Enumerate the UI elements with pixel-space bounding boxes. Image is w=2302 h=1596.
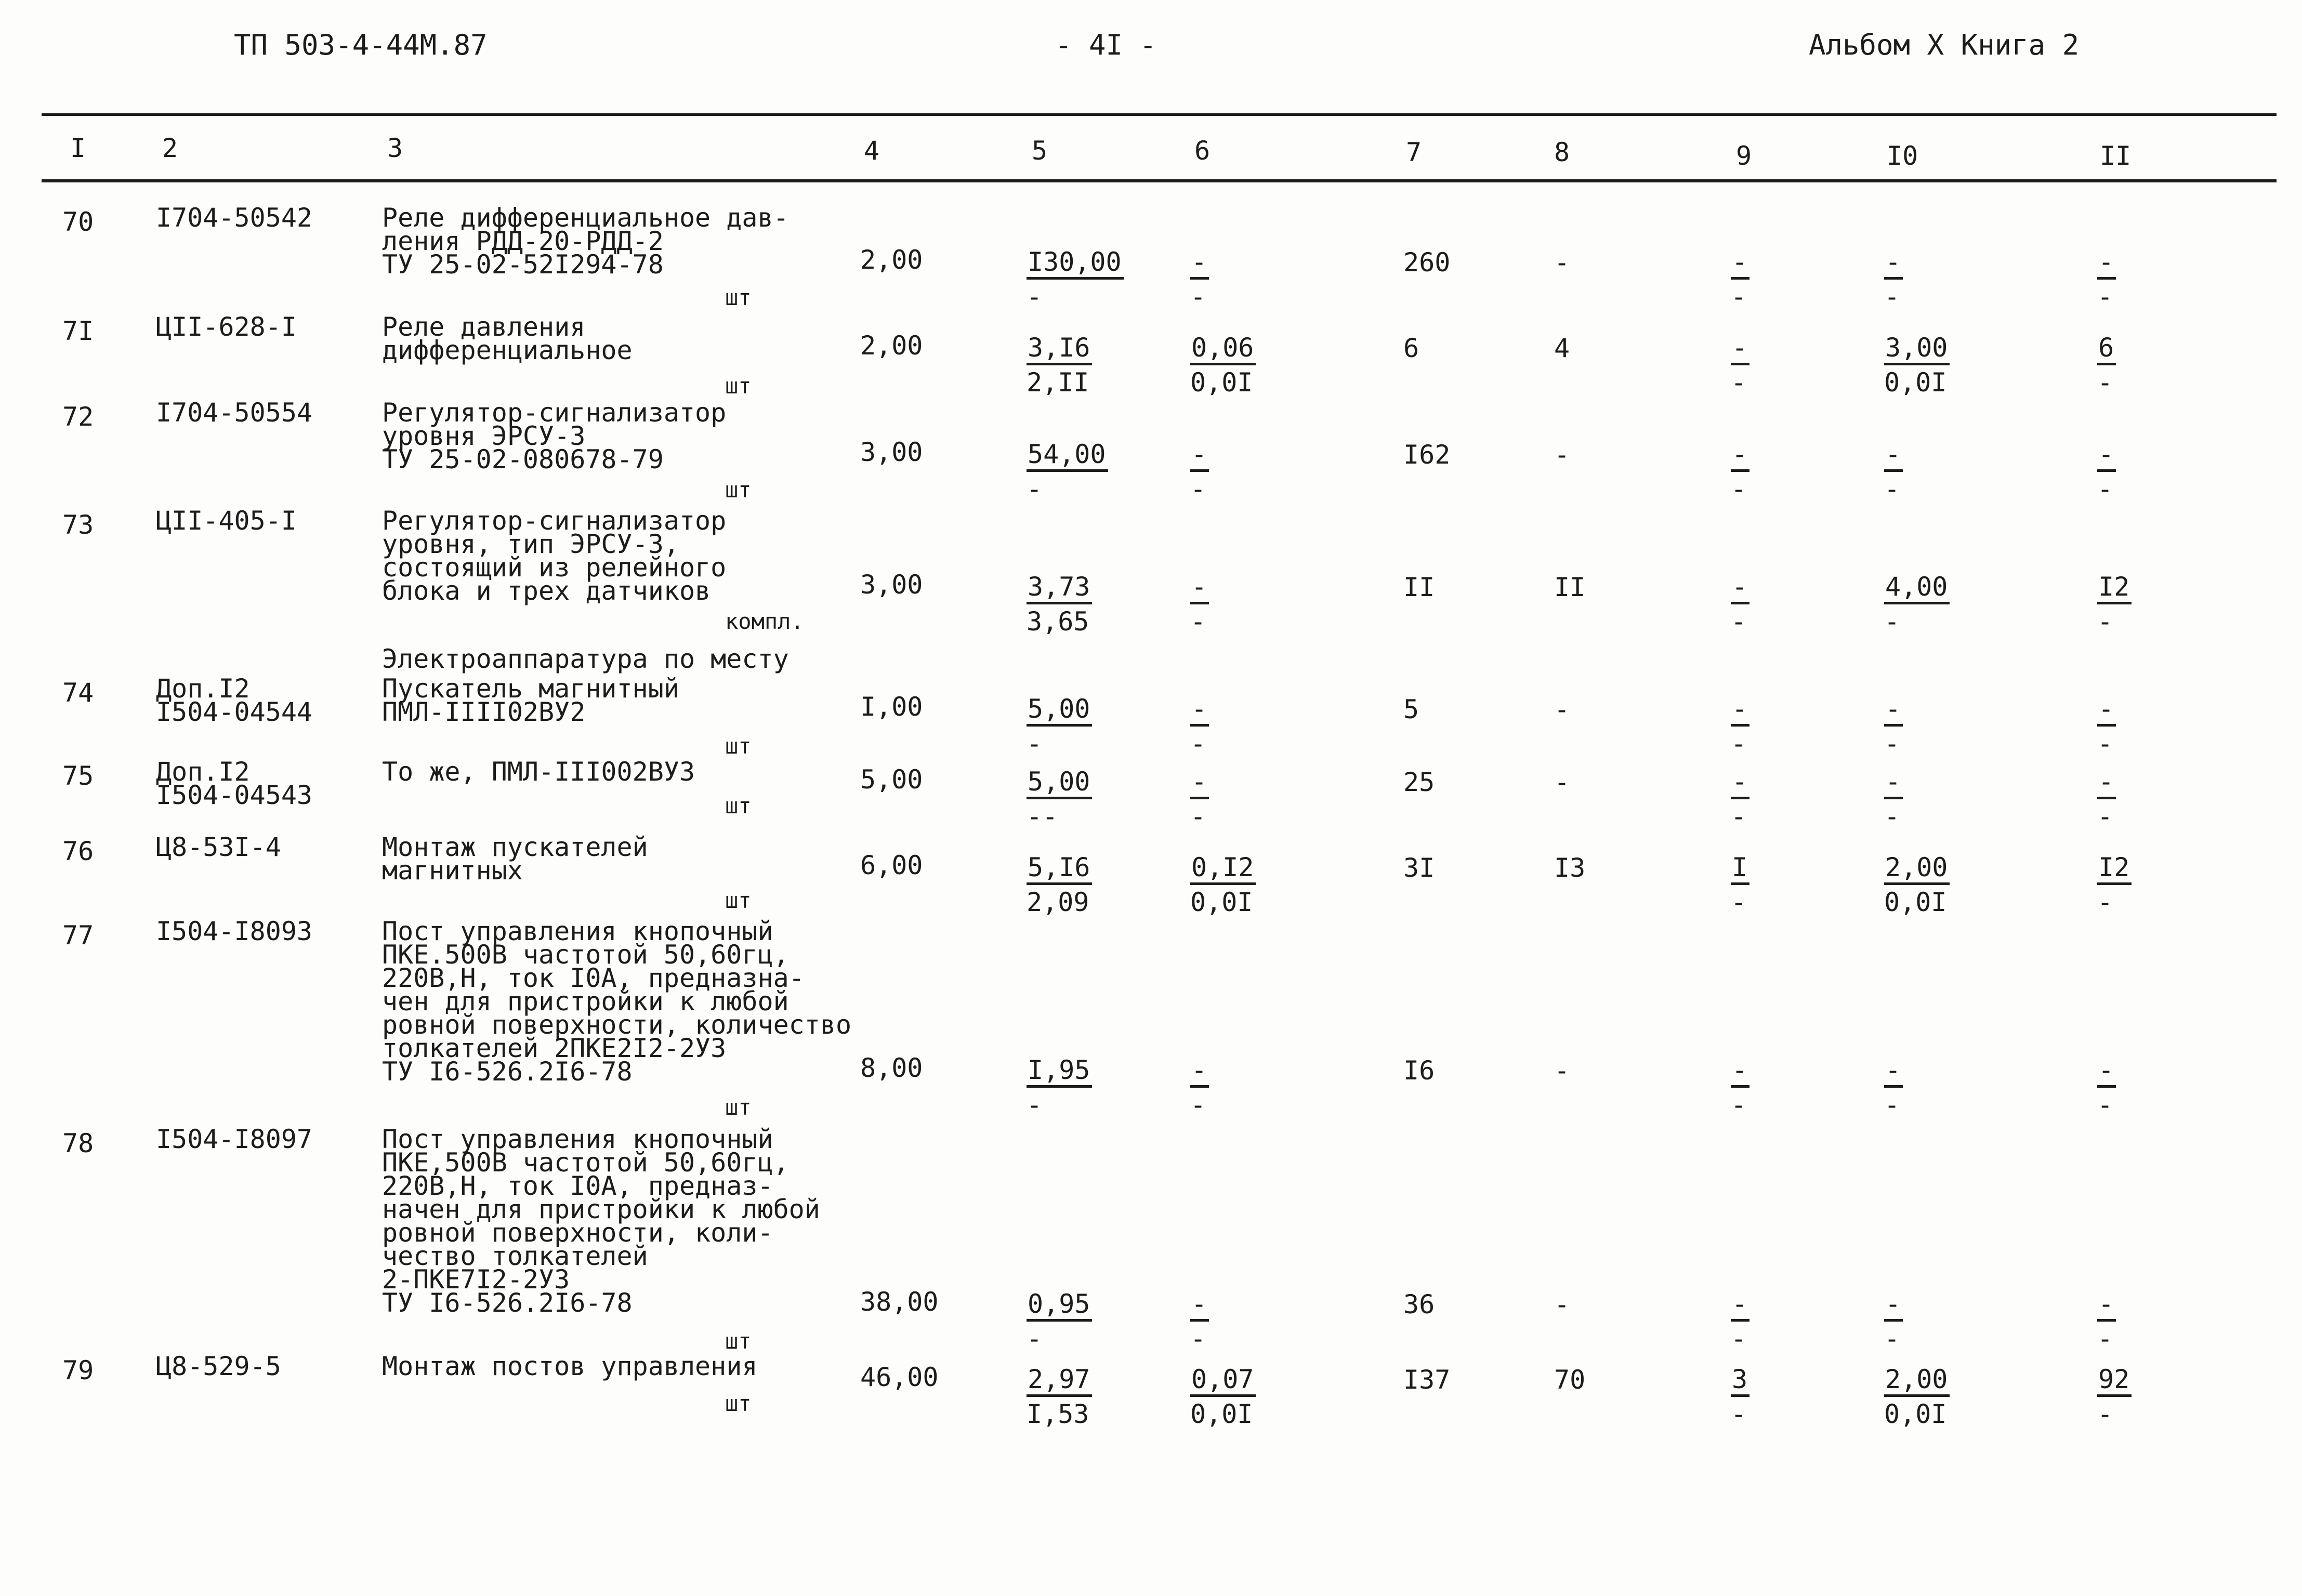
row-col6-top: - — [1190, 1057, 1209, 1088]
row-unit: шт — [725, 1391, 752, 1416]
row-number: 72 — [62, 402, 94, 432]
row-col10-top: - — [1884, 1057, 1903, 1088]
row-col5-top: I30,00 — [1027, 249, 1124, 280]
col-header-1: I — [70, 133, 86, 163]
col-header-6: 6 — [1194, 136, 1211, 166]
row-number: 77 — [62, 920, 94, 951]
row-col11-top: - — [2097, 1057, 2116, 1088]
row-col10-top: - — [1884, 1291, 1903, 1322]
col-header-2: 2 — [162, 133, 178, 163]
row-col6-top: - — [1190, 574, 1209, 604]
row-col6-bottom: - — [1190, 801, 1206, 832]
row-col11-value — [2097, 247, 2116, 311]
row-col5-top: 54,00 — [1027, 441, 1108, 472]
row-unit: шт — [725, 1328, 752, 1354]
row-col8-value: - — [1554, 1289, 1570, 1320]
header-rule — [42, 179, 2277, 182]
row-col9-top: - — [1731, 249, 1749, 280]
row-col5-bottom: - — [1027, 1324, 1043, 1354]
row-col6-bottom: 0,0I — [1190, 367, 1253, 398]
row-col6-value — [1190, 247, 1209, 311]
row-code: Доп.I2 I504-04543 — [156, 757, 313, 810]
row-col10-value — [1884, 852, 1950, 916]
row-description: Пускатель магнитный ПМЛ-IIII02ВУ2 — [382, 674, 679, 727]
row-code: I504-I8093 — [156, 916, 313, 946]
row-quantity: 3,00 — [860, 437, 923, 467]
row-col6-value — [1190, 333, 1256, 397]
row-col5-bottom: 2,09 — [1027, 887, 1089, 917]
row-col5-bottom: - — [1027, 729, 1043, 759]
row-col7-value: II — [1403, 572, 1435, 602]
row-col9-top: - — [1731, 574, 1749, 604]
row-code: Ц8-529-5 — [156, 1351, 281, 1381]
row-col5-value — [1027, 1364, 1092, 1428]
row-col11-value — [2097, 572, 2132, 636]
row-col11-bottom: - — [2097, 801, 2113, 832]
row-col11-bottom: - — [2097, 282, 2113, 312]
row-col5-value — [1027, 333, 1092, 397]
row-col9-top: - — [1731, 335, 1749, 365]
row-col11-top: 6 — [2097, 335, 2116, 365]
row-col10-value — [1884, 247, 1903, 311]
row-col5-bottom: 2,II — [1027, 367, 1089, 398]
row-unit: шт — [725, 793, 752, 819]
row-col9-top: - — [1731, 441, 1749, 472]
row-col6-top: 0,07 — [1190, 1366, 1256, 1397]
row-col7-value: 3I — [1403, 853, 1435, 883]
row-col11-value — [2097, 439, 2116, 503]
row-col11-top: I2 — [2097, 574, 2132, 604]
row-col6-bottom: 0,0I — [1190, 887, 1253, 917]
row-col6-value — [1190, 572, 1209, 636]
row-col7-value: 5 — [1403, 694, 1419, 724]
row-col9-value — [1731, 439, 1749, 503]
row-col5-bottom: I,53 — [1027, 1399, 1089, 1429]
row-col10-bottom: 0,0I — [1884, 1399, 1947, 1429]
row-col10-value — [1884, 1055, 1903, 1119]
row-code: ЦII-405-I — [156, 506, 297, 536]
row-col9-top: - — [1731, 1291, 1749, 1322]
row-col5-bottom: -- — [1027, 801, 1058, 832]
row-quantity: 38,00 — [860, 1287, 939, 1317]
row-col5-top: 3,I6 — [1027, 335, 1092, 365]
row-col9-value — [1731, 1055, 1749, 1119]
row-col10-value — [1884, 333, 1950, 397]
row-col10-bottom: 0,0I — [1884, 367, 1947, 398]
row-col9-bottom: - — [1731, 367, 1747, 398]
row-col10-top: - — [1884, 249, 1903, 280]
row-col8-value: - — [1554, 694, 1570, 724]
row-col5-top: I,95 — [1027, 1057, 1092, 1088]
row-col5-value — [1027, 247, 1124, 311]
row-col6-bottom: - — [1190, 1090, 1206, 1120]
row-col5-value — [1027, 694, 1092, 758]
row-number: 7I — [62, 316, 94, 346]
row-col9-bottom: - — [1731, 1399, 1747, 1429]
row-col6-bottom: - — [1190, 282, 1206, 312]
row-unit: шт — [725, 285, 752, 310]
row-col8-value: - — [1554, 1056, 1570, 1086]
col-header-5: 5 — [1032, 136, 1048, 166]
row-col11-bottom: - — [2097, 1324, 2113, 1354]
row-col6-top: 0,06 — [1190, 335, 1256, 365]
row-col8-value: II — [1554, 572, 1586, 602]
row-description: То же, ПМЛ-III002ВУ3 — [382, 757, 695, 787]
row-col7-value: I62 — [1403, 440, 1451, 470]
row-col7-value: 6 — [1403, 333, 1419, 363]
row-col10-bottom: - — [1884, 1090, 1900, 1120]
row-col6-value — [1190, 1055, 1209, 1119]
row-quantity: 5,00 — [860, 764, 923, 795]
row-col9-bottom: - — [1731, 282, 1747, 312]
row-col10-value — [1884, 767, 1903, 830]
row-quantity: I,00 — [860, 692, 923, 722]
row-col9-value — [1731, 247, 1749, 311]
row-col10-value — [1884, 1364, 1950, 1428]
row-unit: шт — [725, 733, 752, 759]
row-quantity: 46,00 — [860, 1362, 939, 1392]
row-col10-top: - — [1884, 769, 1903, 799]
row-quantity: 6,00 — [860, 850, 923, 880]
row-quantity: 2,00 — [860, 331, 923, 361]
row-col11-value — [2097, 767, 2116, 830]
row-col5-top: 5,00 — [1027, 696, 1092, 727]
row-col9-top: - — [1731, 769, 1749, 799]
row-col5-top: 5,I6 — [1027, 854, 1092, 885]
row-col11-value — [2097, 1364, 2132, 1428]
row-code: I504-I8097 — [156, 1124, 313, 1154]
col-header-7: 7 — [1406, 137, 1422, 167]
row-col7-value: 25 — [1403, 767, 1435, 797]
row-col11-value — [2097, 333, 2116, 397]
row-col8-value: 4 — [1554, 333, 1570, 363]
row-col8-value: - — [1554, 767, 1570, 797]
row-description: Монтаж пускателей магнитных — [382, 832, 648, 886]
row-col9-top: I — [1731, 854, 1749, 885]
row-number: 70 — [62, 207, 94, 237]
row-col9-value — [1731, 572, 1749, 636]
row-col9-value — [1731, 767, 1749, 830]
row-col5-bottom: 3,65 — [1027, 606, 1089, 637]
row-col10-value — [1884, 694, 1903, 758]
row-col9-bottom: - — [1731, 1090, 1747, 1120]
row-col7-value: I6 — [1403, 1056, 1435, 1086]
row-col5-value — [1027, 439, 1108, 503]
row-unit: компл. — [725, 609, 804, 634]
row-col5-top: 2,97 — [1027, 1366, 1092, 1397]
section-title: Электроаппаратура по месту — [382, 644, 789, 674]
row-col11-value — [2097, 1289, 2116, 1353]
row-col6-bottom: - — [1190, 606, 1206, 637]
row-col10-top: 3,00 — [1884, 335, 1950, 365]
row-description: Реле дифференциальное дав- ления РДД-20-РДД-2 ТУ 25-02-52I294-78 — [382, 203, 789, 280]
row-col6-bottom: - — [1190, 729, 1206, 759]
col-header-8: 8 — [1554, 137, 1570, 167]
row-description: Пост управления кнопочный ПКЕ.500В частотой 50,60гц, 220В,Н, ток I0А, предназна- чен для пристройки к любой ровной поверхности, количество толкателей 2ПКЕ2I2-2У3 ТУ I6-526.2I6-78 — [382, 916, 852, 1087]
row-col7-value: 260 — [1403, 247, 1451, 278]
row-col8-value: I3 — [1554, 853, 1586, 883]
row-col5-value — [1027, 1055, 1092, 1119]
row-col11-bottom: - — [2097, 367, 2113, 398]
row-col10-value — [1884, 1289, 1903, 1353]
row-number: 75 — [62, 761, 94, 791]
row-number: 78 — [62, 1128, 94, 1158]
row-col9-bottom: - — [1731, 474, 1747, 504]
row-col6-value — [1190, 1289, 1209, 1353]
row-description: Реле давления дифференциальное — [382, 312, 633, 365]
row-code: I704-50542 — [156, 203, 313, 233]
row-col11-bottom: - — [2097, 1399, 2113, 1429]
row-col11-top: - — [2097, 696, 2116, 727]
row-col5-value — [1027, 852, 1092, 916]
row-col10-value — [1884, 439, 1903, 503]
row-code: ЦII-628-I — [156, 312, 297, 342]
page-number: - 4I - — [1055, 29, 1157, 61]
row-col11-bottom: - — [2097, 729, 2113, 759]
row-col11-top: - — [2097, 769, 2116, 799]
row-col6-top: - — [1190, 696, 1209, 727]
row-col6-top: - — [1190, 1291, 1209, 1322]
row-col5-bottom: - — [1027, 474, 1043, 504]
row-col10-bottom: - — [1884, 1324, 1900, 1354]
row-col6-top: - — [1190, 441, 1209, 472]
album-title: Альбом X Книга 2 — [1809, 29, 2080, 61]
row-unit: шт — [725, 1094, 752, 1120]
top-rule — [42, 113, 2277, 116]
row-col10-bottom: 0,0I — [1884, 887, 1947, 917]
row-number: 74 — [62, 678, 94, 708]
row-col5-bottom: - — [1027, 282, 1043, 312]
row-number: 79 — [62, 1355, 94, 1386]
row-description: Регулятор-сигнализатор уровня, тип ЭРСУ-3, состоящий из релейного блока и трех датчиков — [382, 506, 727, 606]
row-col9-bottom: - — [1731, 606, 1747, 637]
row-col8-value: 70 — [1554, 1365, 1586, 1395]
row-col9-top: - — [1731, 696, 1749, 727]
row-description: Пост управления кнопочный ПКЕ,500В частотой 50,60гц, 220В,Н, ток I0А, предназ- начен для пристройки к любой ровной поверхности, коли- чество толкателей 2-ПКЕ7I2-2У3 ТУ I6-526.2I6-78 — [382, 1124, 820, 1318]
row-col11-top: - — [2097, 249, 2116, 280]
row-col11-bottom: - — [2097, 474, 2113, 504]
row-col9-bottom: - — [1731, 801, 1747, 832]
row-col9-value — [1731, 694, 1749, 758]
row-col10-bottom: - — [1884, 801, 1900, 832]
row-col9-bottom: - — [1731, 729, 1747, 759]
row-col5-top: 5,00 — [1027, 769, 1092, 799]
row-col11-bottom: - — [2097, 1090, 2113, 1120]
row-col5-value — [1027, 1289, 1092, 1353]
row-col6-bottom: - — [1190, 1324, 1206, 1354]
row-code: I704-50554 — [156, 398, 313, 428]
col-header-11: II — [2100, 141, 2132, 171]
col-header-10: I0 — [1887, 141, 1918, 171]
row-code: Ц8-53I-4 — [156, 832, 281, 862]
row-col10-top: - — [1884, 696, 1903, 727]
row-col6-top: - — [1190, 249, 1209, 280]
row-col10-bottom: - — [1884, 474, 1900, 504]
row-quantity: 2,00 — [860, 245, 923, 275]
row-col6-value — [1190, 767, 1209, 830]
row-col5-value — [1027, 767, 1092, 830]
row-col11-bottom: - — [2097, 606, 2113, 637]
row-col11-top: - — [2097, 1291, 2116, 1322]
row-col8-value: - — [1554, 247, 1570, 278]
row-col11-value — [2097, 694, 2116, 758]
row-code: Доп.I2 I504-04544 — [156, 674, 313, 727]
row-col6-value — [1190, 439, 1209, 503]
row-col10-top: - — [1884, 441, 1903, 472]
row-col11-bottom: - — [2097, 887, 2113, 917]
row-col9-top: 3 — [1731, 1366, 1749, 1397]
row-col9-value — [1731, 852, 1749, 916]
row-col10-bottom: - — [1884, 729, 1900, 759]
row-col5-top: 0,95 — [1027, 1291, 1092, 1322]
row-col10-top: 4,00 — [1884, 574, 1950, 604]
row-unit: шт — [725, 477, 752, 503]
col-header-9: 9 — [1736, 141, 1752, 171]
row-col6-value — [1190, 694, 1209, 758]
row-description: Регулятор-сигнализатор уровня ЭРСУ-3 ТУ 25-02-080678-79 — [382, 398, 727, 474]
row-col7-value: 36 — [1403, 1289, 1435, 1320]
row-col6-top: - — [1190, 769, 1209, 799]
row-col6-top: 0,I2 — [1190, 854, 1256, 885]
row-quantity: 3,00 — [860, 570, 923, 600]
row-col6-value — [1190, 852, 1256, 916]
row-quantity: 8,00 — [860, 1053, 923, 1083]
row-col6-bottom: 0,0I — [1190, 1399, 1253, 1429]
row-col11-top: 92 — [2097, 1366, 2132, 1397]
row-unit: шт — [725, 373, 752, 399]
row-col6-value — [1190, 1364, 1256, 1428]
row-col10-bottom: - — [1884, 282, 1900, 312]
row-unit: шт — [725, 888, 752, 913]
row-col10-bottom: - — [1884, 606, 1900, 637]
row-col5-top: 3,73 — [1027, 574, 1092, 604]
row-col7-value: I37 — [1403, 1365, 1451, 1395]
row-number: 76 — [62, 836, 94, 866]
row-col11-value — [2097, 1055, 2116, 1119]
row-description: Монтаж постов управления — [382, 1351, 758, 1381]
row-number: 73 — [62, 510, 94, 540]
row-col11-value — [2097, 852, 2132, 916]
row-col10-value — [1884, 572, 1950, 636]
row-col9-top: - — [1731, 1057, 1749, 1088]
row-col11-top: I2 — [2097, 854, 2132, 885]
row-col8-value: - — [1554, 440, 1570, 470]
row-col11-top: - — [2097, 441, 2116, 472]
col-header-4: 4 — [864, 136, 880, 166]
row-col9-bottom: - — [1731, 887, 1747, 917]
row-col9-bottom: - — [1731, 1324, 1747, 1354]
row-col9-value — [1731, 1289, 1749, 1353]
col-header-3: 3 — [387, 133, 403, 163]
doc-code: ТП 503-4-44М.87 — [234, 29, 488, 61]
row-col10-top: 2,00 — [1884, 1366, 1950, 1397]
row-col5-value — [1027, 572, 1092, 636]
row-col9-value — [1731, 1364, 1749, 1428]
row-col10-top: 2,00 — [1884, 854, 1950, 885]
row-col9-value — [1731, 333, 1749, 397]
row-col6-bottom: - — [1190, 474, 1206, 504]
row-col5-bottom: - — [1027, 1090, 1043, 1120]
